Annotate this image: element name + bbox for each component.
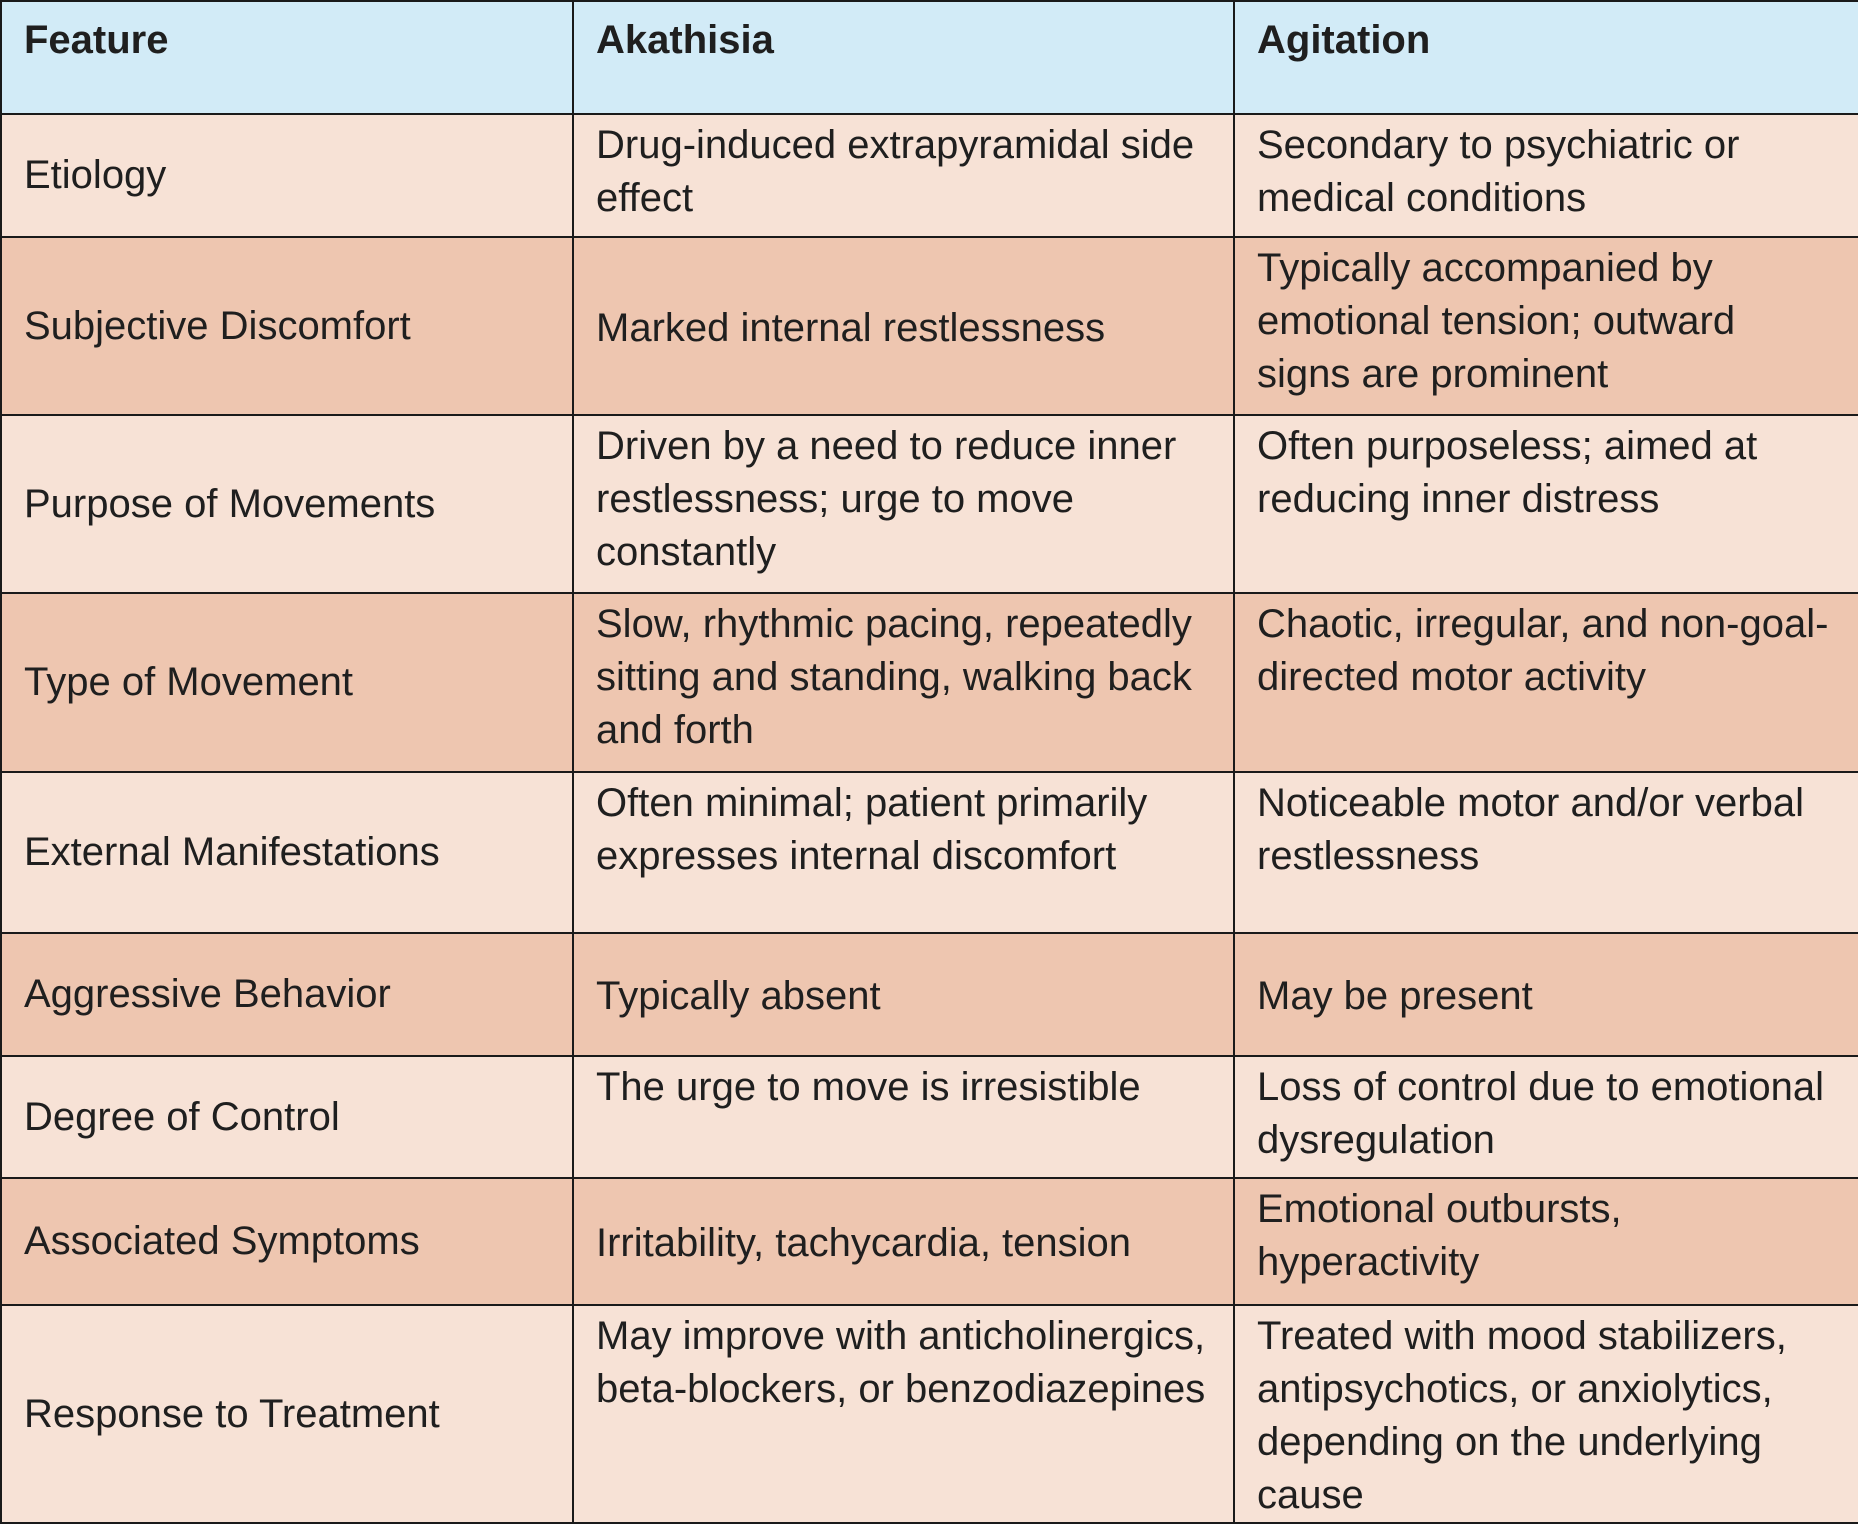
feature-cell: External Manifestations xyxy=(1,772,573,933)
table-row xyxy=(1,1056,1858,1178)
agitation-cell: Emotional outbursts, hyperactivity xyxy=(1234,1178,1858,1305)
agitation-cell: Chaotic, irregular, and non-goal-directed motor activity xyxy=(1234,593,1858,772)
feature-cell: Response to Treatment xyxy=(1,1305,573,1523)
table-row xyxy=(1,1178,1858,1305)
table-row xyxy=(1,114,1858,237)
table-row xyxy=(1,772,1858,933)
agitation-cell: Noticeable motor and/or verbal restlessness xyxy=(1234,772,1858,933)
table-row xyxy=(1,933,1858,1056)
agitation-cell: Loss of control due to emotional dysregulation xyxy=(1234,1056,1858,1178)
feature-cell: Etiology xyxy=(1,114,573,237)
agitation-cell: Secondary to psychiatric or medical conditions xyxy=(1234,114,1858,237)
table-row xyxy=(1,593,1858,772)
agitation-cell: Often purposeless; aimed at reducing inner distress xyxy=(1234,415,1858,593)
agitation-cell: Typically accompanied by emotional tension; outward signs are prominent xyxy=(1234,237,1858,415)
header-feature: Feature xyxy=(1,1,573,114)
akathisia-cell: Often minimal; patient primarily expresses internal discomfort xyxy=(573,772,1234,933)
akathisia-cell: The urge to move is irresistible xyxy=(573,1056,1234,1178)
akathisia-cell: May improve with anticholinergics, beta-blockers, or benzodiazepines xyxy=(573,1305,1234,1523)
feature-cell: Type of Movement xyxy=(1,593,573,772)
table-row xyxy=(1,415,1858,593)
header-row xyxy=(1,1,1858,114)
header-akathisia: Akathisia xyxy=(573,1,1234,114)
akathisia-cell: Driven by a need to reduce inner restlessness; urge to move constantly xyxy=(573,415,1234,593)
akathisia-cell: Drug-induced extrapyramidal side effect xyxy=(573,114,1234,237)
feature-cell: Purpose of Movements xyxy=(1,415,573,593)
feature-cell: Degree of Control xyxy=(1,1056,573,1178)
table-row xyxy=(1,237,1858,415)
feature-cell: Subjective Discomfort xyxy=(1,237,573,415)
akathisia-cell: Irritability, tachycardia, tension xyxy=(573,1178,1234,1305)
akathisia-cell: Typically absent xyxy=(573,933,1234,1056)
header-agitation: Agitation xyxy=(1234,1,1858,114)
feature-cell: Associated Symptoms xyxy=(1,1178,573,1305)
agitation-cell: Treated with mood stabilizers, antipsychotics, or anxiolytics, depending on the underlying cause xyxy=(1234,1305,1858,1523)
feature-cell: Aggressive Behavior xyxy=(1,933,573,1056)
table-row xyxy=(1,1305,1858,1523)
agitation-cell: May be present xyxy=(1234,933,1858,1056)
akathisia-cell: Marked internal restlessness xyxy=(573,237,1234,415)
akathisia-cell: Slow, rhythmic pacing, repeatedly sitting and standing, walking back and forth xyxy=(573,593,1234,772)
